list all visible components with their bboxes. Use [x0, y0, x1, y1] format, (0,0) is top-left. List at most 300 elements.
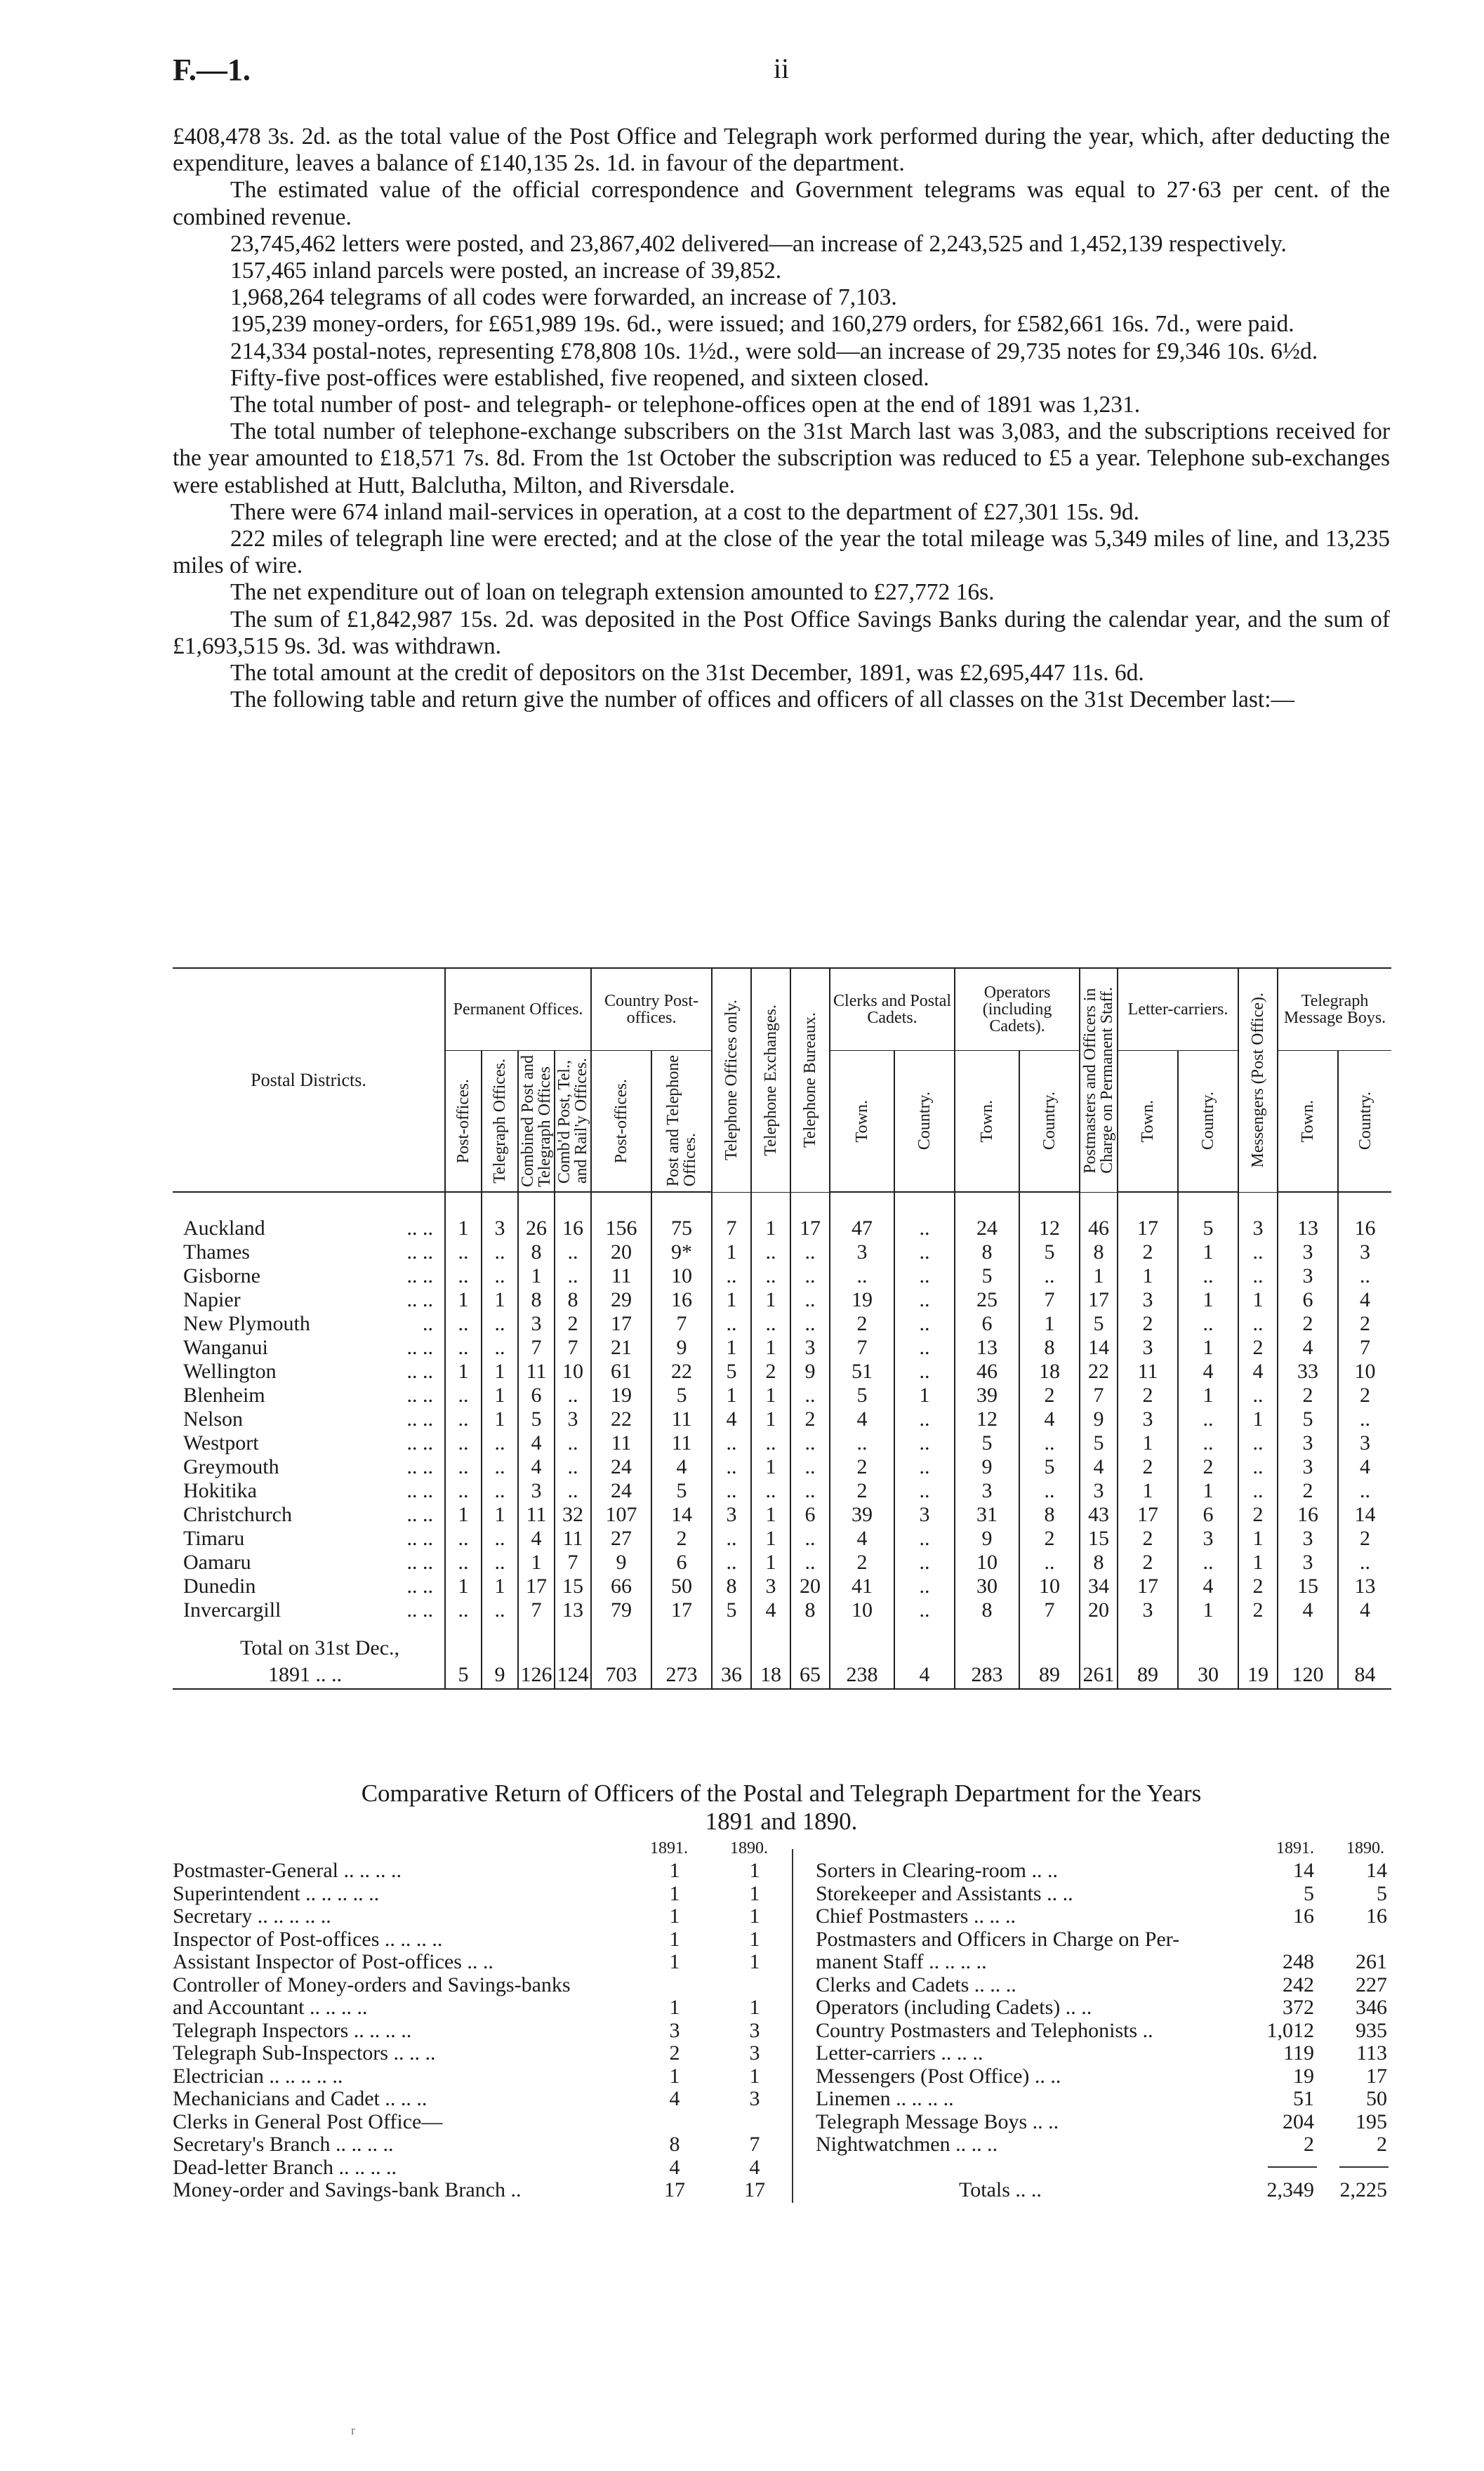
- table-cell: 1: [482, 1503, 518, 1527]
- table-cell: 7: [1338, 1336, 1391, 1360]
- table-cell: 3: [955, 1479, 1019, 1503]
- return-right-1890: 195: [1356, 2109, 1387, 2133]
- table-cell: 13: [955, 1336, 1019, 1360]
- table-cell: 1: [482, 1407, 518, 1431]
- table-cell: 11: [591, 1431, 651, 1455]
- table-cell: 3: [518, 1479, 555, 1503]
- body-paragraph: The following table and return give the number of offices and officers of all classes on the 31st December last:—: [230, 687, 1295, 713]
- table-row: [173, 1336, 1391, 1360]
- group-clerks-cadets: Clerks and Postal Cadets.: [830, 968, 955, 1051]
- return-left-1890: 1: [749, 1950, 760, 1973]
- comparative-return: [173, 1839, 1390, 2204]
- col-carriers-country: Country.: [1178, 1051, 1238, 1193]
- table-cell: 39: [830, 1503, 894, 1527]
- table-cell: 27: [591, 1527, 651, 1551]
- table-cell: 1: [751, 1503, 790, 1527]
- table-cell: 1: [712, 1384, 751, 1407]
- table-cell: 14: [1080, 1336, 1118, 1360]
- district-name: Timaru .. ..: [183, 1527, 433, 1550]
- col-messengers: Messengers (Post Office).: [1238, 968, 1278, 1192]
- table-cell: ..: [894, 1527, 955, 1551]
- table-cell: ..: [894, 1288, 955, 1312]
- return-left-1890: 1: [749, 1996, 760, 2019]
- return-left-label: Superintendent .. .. .. .. ..: [173, 1881, 380, 1905]
- table-cell: 7: [555, 1336, 591, 1360]
- body-paragraph: The total number of telephone-exchange subscribers on the 31st March last was 3,083, and the subscriptions received for the year amounted to £18,571 7s. 8d. From the 1st October the subscription was reduced to £5 a year. Telephone sub-exchanges were established at Hutt, Balclutha, Milton, and Riversdale.: [173, 418, 1390, 498]
- table-cell: 10: [955, 1551, 1019, 1575]
- return-left-1890: 1: [749, 2064, 760, 2088]
- table-cell: ..: [1238, 1240, 1278, 1264]
- table-cell: 3: [1278, 1527, 1338, 1551]
- table-cell: ..: [894, 1360, 955, 1384]
- table-cell: 1: [445, 1575, 482, 1598]
- table-cell: 1: [482, 1384, 518, 1407]
- district-header: Postal Districts.: [173, 968, 445, 1192]
- district-name: New Plymouth ..: [183, 1312, 433, 1335]
- table-cell: 33: [1278, 1360, 1338, 1384]
- table-cell: 2: [830, 1455, 894, 1479]
- table-cell: ..: [712, 1479, 751, 1503]
- table-cell: 2: [790, 1407, 830, 1431]
- return-right-1891: 16: [1293, 1904, 1314, 1928]
- return-right-1890: 16: [1366, 1904, 1387, 1928]
- table-cell: ..: [482, 1551, 518, 1575]
- table-cell: 17: [1080, 1288, 1118, 1312]
- return-left-label: Telegraph Inspectors .. .. .. ..: [173, 2018, 412, 2042]
- table-cell: 17: [790, 1192, 830, 1240]
- table-cell: 1: [482, 1288, 518, 1312]
- table-cell: ..: [894, 1312, 955, 1336]
- table-cell: ..: [894, 1551, 955, 1575]
- table-cell: 17: [651, 1598, 712, 1622]
- table-cell: 3: [1178, 1527, 1238, 1551]
- table-cell: 1: [1238, 1527, 1278, 1551]
- table-cell: 9: [591, 1551, 651, 1575]
- table-cell: 2: [1278, 1312, 1338, 1336]
- table-cell: 30: [955, 1575, 1019, 1598]
- table-cell: 6: [1278, 1288, 1338, 1312]
- table-cell: 5: [955, 1264, 1019, 1288]
- table-cell: 1: [1118, 1431, 1178, 1455]
- table-cell: ..: [751, 1240, 790, 1264]
- table-cell: 8: [518, 1288, 555, 1312]
- table-cell: ..: [790, 1264, 830, 1288]
- table-cell: 9*: [651, 1240, 712, 1264]
- table-cell: 4: [1178, 1575, 1238, 1598]
- table-cell: ..: [555, 1431, 591, 1455]
- table-cell: 24: [591, 1455, 651, 1479]
- table-cell: 1: [1118, 1479, 1178, 1503]
- return-right-1891: 5: [1304, 1881, 1314, 1905]
- table-cell: ..: [751, 1312, 790, 1336]
- district-name: Greymouth .. ..: [183, 1455, 433, 1478]
- table-cell: ..: [445, 1312, 482, 1336]
- table-cell: ..: [1338, 1479, 1391, 1503]
- total-cell: 36: [712, 1622, 751, 1689]
- table-cell: 15: [555, 1575, 591, 1598]
- col-operators-country: Country.: [1019, 1051, 1080, 1193]
- body-paragraph: 1,968,264 telegrams of all codes were forwarded, an increase of 7,103.: [230, 284, 897, 311]
- table-cell: 29: [591, 1288, 651, 1312]
- table-cell: 2: [1278, 1384, 1338, 1407]
- table-row: [173, 1503, 1391, 1527]
- table-cell: 8: [1080, 1240, 1118, 1264]
- return-left-label: Mechanicians and Cadet .. .. ..: [173, 2087, 428, 2110]
- table-cell: 2: [1118, 1527, 1178, 1551]
- table-cell: ..: [445, 1598, 482, 1622]
- table-cell: 6: [1178, 1503, 1238, 1527]
- page-header: [173, 52, 1390, 94]
- return-left-1891: 1: [669, 1881, 680, 1905]
- table-cell: 1: [445, 1192, 482, 1240]
- group-country-post-offices: Country Post-offices.: [591, 968, 712, 1051]
- table-cell: ..: [1019, 1479, 1080, 1503]
- table-cell: ..: [894, 1598, 955, 1622]
- return-left-1891: 1: [669, 1996, 680, 2019]
- table-cell: ..: [790, 1455, 830, 1479]
- table-cell: 75: [651, 1192, 712, 1240]
- return-right-label: Telegraph Message Boys .. ..: [816, 2109, 1059, 2133]
- district-name: Nelson .. ..: [183, 1407, 433, 1431]
- return-left-1890: 3: [749, 2018, 760, 2042]
- return-left-label: Dead-letter Branch .. .. .. ..: [173, 2155, 397, 2179]
- return-right-label: Sorters in Clearing-room .. ..: [816, 1859, 1058, 1882]
- table-row: [173, 1431, 1391, 1455]
- table-cell: ..: [445, 1264, 482, 1288]
- table-cell: 5: [1019, 1455, 1080, 1479]
- table-cell: ..: [482, 1312, 518, 1336]
- table-cell: 1: [1019, 1312, 1080, 1336]
- table-cell: 1: [1238, 1288, 1278, 1312]
- table-cell: 5: [651, 1479, 712, 1503]
- return-left-1890: 1: [749, 1927, 760, 1951]
- table-cell: ..: [555, 1240, 591, 1264]
- offices-table: [173, 967, 1391, 1690]
- table-cell: 1: [518, 1264, 555, 1288]
- return-right-1890: 935: [1356, 2018, 1387, 2042]
- col-postmasters-officers: Postmasters and Officers in Charge on Permanent Staff.: [1080, 968, 1118, 1192]
- return-left-label: and Accountant .. .. .. ..: [173, 1996, 368, 2019]
- table-cell: 17: [591, 1312, 651, 1336]
- table-row: [173, 1384, 1391, 1407]
- table-cell: 1: [445, 1360, 482, 1384]
- table-cell: 3: [1118, 1336, 1178, 1360]
- table-cell: 11: [555, 1527, 591, 1551]
- table-row: [173, 1312, 1391, 1336]
- total-cell: 238: [830, 1622, 894, 1689]
- table-cell: 14: [1338, 1503, 1391, 1527]
- total-cell: 703: [591, 1622, 651, 1689]
- table-cell: 10: [1019, 1575, 1080, 1598]
- table-row: [173, 1264, 1391, 1288]
- table-cell: ..: [751, 1431, 790, 1455]
- return-left-label: Secretary .. .. .. .. ..: [173, 1904, 331, 1928]
- table-cell: ..: [894, 1431, 955, 1455]
- report-code: F.—1.: [173, 53, 251, 87]
- table-cell: ..: [482, 1527, 518, 1551]
- table-cell: 4: [651, 1455, 712, 1479]
- table-cell: 7: [651, 1312, 712, 1336]
- table-cell: 47: [830, 1192, 894, 1240]
- table-cell: 15: [1278, 1575, 1338, 1598]
- table-cell: 2: [1338, 1384, 1391, 1407]
- table-cell: 156: [591, 1192, 651, 1240]
- table-cell: 1: [751, 1551, 790, 1575]
- table-cell: 5: [651, 1384, 712, 1407]
- table-cell: 2: [1238, 1575, 1278, 1598]
- left-year-1891: 1891.: [650, 1839, 688, 1857]
- table-cell: 16: [555, 1192, 591, 1240]
- table-cell: 2: [1019, 1527, 1080, 1551]
- table-cell: 4: [1238, 1360, 1278, 1384]
- table-cell: 5: [1080, 1312, 1118, 1336]
- return-title-line1: Comparative Return of Officers of the Postal and Telegraph Department for the Years: [361, 1780, 1202, 1807]
- total-cell: 273: [651, 1622, 712, 1689]
- return-right-1891: 372: [1283, 1996, 1314, 2019]
- table-cell: 15: [1080, 1527, 1118, 1551]
- return-left-1891: 1: [669, 1859, 680, 1882]
- col-post-telephone-offices: Post and Telephone Offices.: [651, 1051, 712, 1193]
- table-cell: 9: [955, 1527, 1019, 1551]
- totals-1891: 2,349: [1266, 2178, 1314, 2201]
- table-cell: ..: [790, 1431, 830, 1455]
- col-post-offices: Post-offices.: [445, 1051, 482, 1193]
- page-mark: r: [351, 2423, 355, 2437]
- return-right-label: Clerks and Cadets .. .. ..: [816, 1973, 1016, 1996]
- table-cell: 1: [751, 1288, 790, 1312]
- table-cell: 3: [1278, 1551, 1338, 1575]
- table-cell: 2: [555, 1312, 591, 1336]
- table-cell: 79: [591, 1598, 651, 1622]
- table-cell: ..: [1178, 1312, 1238, 1336]
- table-cell: 11: [651, 1431, 712, 1455]
- table-cell: ..: [894, 1192, 955, 1240]
- table-cell: 3: [1338, 1240, 1391, 1264]
- table-cell: ..: [1238, 1431, 1278, 1455]
- table-cell: ..: [555, 1384, 591, 1407]
- table-row: [173, 1455, 1391, 1479]
- return-left-1890: 3: [749, 2041, 760, 2065]
- total-cell: 120: [1278, 1622, 1338, 1689]
- table-cell: 39: [955, 1384, 1019, 1407]
- table-cell: 8: [1080, 1551, 1118, 1575]
- table-cell: 1: [1238, 1551, 1278, 1575]
- table-cell: 8: [518, 1240, 555, 1264]
- table-cell: 3: [518, 1312, 555, 1336]
- table-cell: ..: [445, 1479, 482, 1503]
- table-cell: 16: [1338, 1192, 1391, 1240]
- return-left-1891: 3: [669, 2018, 680, 2042]
- table-cell: ..: [790, 1384, 830, 1407]
- table-cell: 8: [1019, 1503, 1080, 1527]
- table-cell: 17: [1118, 1575, 1178, 1598]
- table-cell: 2: [830, 1479, 894, 1503]
- return-right-1891: 119: [1283, 2041, 1314, 2065]
- return-right-label: Chief Postmasters .. .. ..: [816, 1904, 1016, 1928]
- table-cell: ..: [1238, 1384, 1278, 1407]
- table-cell: ..: [790, 1551, 830, 1575]
- table-cell: 3: [894, 1503, 955, 1527]
- table-cell: 3: [790, 1336, 830, 1360]
- right-year-1890: 1890.: [1346, 1839, 1384, 1857]
- return-right-1890: 50: [1366, 2087, 1387, 2110]
- table-row: [173, 1479, 1391, 1503]
- district-name: Thames .. ..: [183, 1240, 433, 1264]
- table-cell: 4: [830, 1527, 894, 1551]
- table-cell: ..: [445, 1431, 482, 1455]
- table-cell: 2: [1019, 1384, 1080, 1407]
- table-cell: 1: [482, 1360, 518, 1384]
- return-left-label: Money-order and Savings-bank Branch ..: [173, 2178, 522, 2201]
- table-cell: 7: [1019, 1288, 1080, 1312]
- table-cell: ..: [894, 1336, 955, 1360]
- total-cell: 89: [1019, 1622, 1080, 1689]
- table-cell: 6: [651, 1551, 712, 1575]
- return-right-label: Messengers (Post Office) .. ..: [816, 2064, 1061, 2088]
- return-right-1891: 248: [1283, 1950, 1314, 1973]
- table-cell: 2: [1118, 1455, 1178, 1479]
- return-right-label: Letter-carriers .. .. ..: [816, 2041, 983, 2065]
- table-cell: ..: [445, 1240, 482, 1264]
- table-cell: 5: [1019, 1240, 1080, 1264]
- table-cell: 1: [712, 1240, 751, 1264]
- table-cell: 41: [830, 1575, 894, 1598]
- total-cell: 283: [955, 1622, 1019, 1689]
- return-right-1891: 51: [1293, 2087, 1314, 2110]
- body-paragraph: 23,745,462 letters were posted, and 23,867,402 delivered—an increase of 2,243,525 and 1,452,139 respectively.: [230, 230, 1287, 257]
- table-cell: 22: [591, 1407, 651, 1431]
- return-right-1890: 2: [1377, 2133, 1387, 2156]
- table-cell: 3: [1278, 1264, 1338, 1288]
- return-left-1890: 3: [749, 2087, 760, 2110]
- table-row: [173, 1192, 1391, 1240]
- table-cell: 12: [1019, 1192, 1080, 1240]
- return-left-1890: 1: [749, 1859, 760, 1882]
- table-cell: 2: [1338, 1527, 1391, 1551]
- col-clerks-country: Country.: [894, 1051, 955, 1193]
- return-left-1890: 1: [749, 1881, 760, 1905]
- table-cell: 7: [518, 1336, 555, 1360]
- return-left-label: Telegraph Sub-Inspectors .. .. ..: [173, 2041, 436, 2065]
- comparative-return-title: [173, 1780, 1390, 1836]
- table-cell: 14: [651, 1503, 712, 1527]
- table-cell: ..: [482, 1264, 518, 1288]
- table-cell: 5: [1080, 1431, 1118, 1455]
- table-cell: 7: [1019, 1598, 1080, 1622]
- total-cell: 84: [1338, 1622, 1391, 1689]
- table-cell: 3: [1278, 1431, 1338, 1455]
- table-cell: 1: [482, 1575, 518, 1598]
- table-cell: ..: [894, 1264, 955, 1288]
- group-permanent-offices: Permanent Offices.: [445, 968, 591, 1051]
- table-cell: ..: [712, 1551, 751, 1575]
- table-cell: ..: [482, 1598, 518, 1622]
- table-cell: 4: [751, 1598, 790, 1622]
- table-cell: 1: [751, 1455, 790, 1479]
- table-cell: 3: [1278, 1455, 1338, 1479]
- table-cell: 31: [955, 1503, 1019, 1527]
- table-cell: ..: [1019, 1551, 1080, 1575]
- return-left-1891: 4: [669, 2155, 680, 2179]
- district-name: Hokitika .. ..: [183, 1479, 433, 1502]
- total-row: [173, 1622, 1391, 1689]
- table-row: [173, 1407, 1391, 1431]
- table-cell: ..: [894, 1455, 955, 1479]
- return-right-1891: 19: [1293, 2064, 1314, 2088]
- return-left-label: Inspector of Post-offices .. .. .. ..: [173, 1927, 443, 1951]
- table-cell: 19: [591, 1384, 651, 1407]
- table-cell: 1: [751, 1336, 790, 1360]
- table-cell: 17: [1118, 1503, 1178, 1527]
- table-cell: 9: [790, 1360, 830, 1384]
- return-left-1891: 17: [664, 2178, 685, 2201]
- return-left-1890: 4: [749, 2155, 760, 2179]
- district-name: Dunedin .. ..: [183, 1575, 433, 1598]
- table-cell: ..: [445, 1551, 482, 1575]
- total-cell: 30: [1178, 1622, 1238, 1689]
- return-left-1891: 4: [669, 2087, 680, 2110]
- table-cell: 66: [591, 1575, 651, 1598]
- return-left-label: Electrician .. .. .. .. ..: [173, 2064, 343, 2088]
- table-cell: 25: [955, 1288, 1019, 1312]
- table-cell: ..: [555, 1455, 591, 1479]
- col-country-post-offices: Post-offices.: [591, 1051, 651, 1193]
- table-cell: 13: [555, 1598, 591, 1622]
- table-cell: ..: [790, 1240, 830, 1264]
- col-operators-town: Town.: [955, 1051, 1019, 1193]
- table-cell: 3: [751, 1575, 790, 1598]
- table-cell: 2: [751, 1360, 790, 1384]
- body-paragraph: 222 miles of telegraph line were erected; and at the close of the year the total mileage was 5,349 miles of line, and 13,235 miles of wire.: [173, 526, 1390, 579]
- table-cell: 3: [712, 1503, 751, 1527]
- table-cell: ..: [712, 1455, 751, 1479]
- col-telephone-bureaux: Telephone Bureaux.: [790, 968, 830, 1192]
- table-cell: 3: [1080, 1479, 1118, 1503]
- table-cell: 3: [1118, 1407, 1178, 1431]
- table-cell: ..: [1019, 1431, 1080, 1455]
- table-cell: ..: [712, 1264, 751, 1288]
- body-paragraph: £408,478 3s. 2d. as the total value of the Post Office and Telegraph work performed during the year, which, after deducting the expenditure, leaves a balance of £140,135 2s. 1d. in favour of the department.: [173, 124, 1390, 177]
- table-cell: ..: [555, 1264, 591, 1288]
- table-cell: ..: [1338, 1264, 1391, 1288]
- table-cell: 51: [830, 1360, 894, 1384]
- table-cell: ..: [751, 1264, 790, 1288]
- table-cell: ..: [445, 1527, 482, 1551]
- return-right-1890: 14: [1366, 1859, 1387, 1882]
- table-cell: 3: [1118, 1288, 1178, 1312]
- table-cell: 2: [1118, 1240, 1178, 1264]
- body-paragraph: 195,239 money-orders, for £651,989 19s. 6d., were issued; and 160,279 orders, for £582,661 16s. 7d., were paid.: [230, 311, 1294, 338]
- table-row: [173, 1598, 1391, 1622]
- body-paragraph: Fifty-five post-offices were established, five reopened, and sixteen closed.: [230, 364, 929, 391]
- table-cell: 24: [591, 1479, 651, 1503]
- table-cell: ..: [1019, 1264, 1080, 1288]
- table-cell: ..: [790, 1527, 830, 1551]
- table-cell: 13: [1338, 1575, 1391, 1598]
- table-cell: 4: [1080, 1455, 1118, 1479]
- col-boys-town: Town.: [1278, 1051, 1338, 1193]
- table-cell: 11: [1118, 1360, 1178, 1384]
- table-cell: ..: [1238, 1455, 1278, 1479]
- table-cell: 46: [1080, 1192, 1118, 1240]
- table-cell: 7: [830, 1336, 894, 1360]
- table-cell: 5: [830, 1384, 894, 1407]
- table-cell: 1: [1238, 1407, 1278, 1431]
- table-cell: ..: [1238, 1479, 1278, 1503]
- table-cell: 9: [955, 1455, 1019, 1479]
- body-paragraph: The total number of post- and telegraph- or telephone-offices open at the end of 1891 was 1,231.: [230, 392, 1141, 418]
- return-right-1891: 2: [1304, 2133, 1314, 2156]
